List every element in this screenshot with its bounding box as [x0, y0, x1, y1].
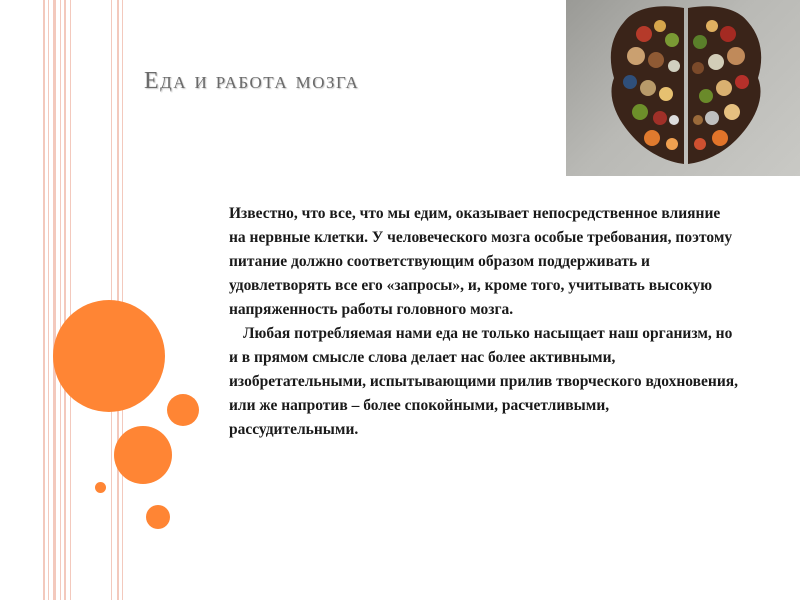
- decor-circle-large: [53, 300, 165, 412]
- slide-body: [229, 202, 739, 442]
- decor-line: [60, 0, 61, 600]
- decor-circle-small: [167, 394, 199, 426]
- paragraph-2: Любая потребляемая нами еда не только насыщает наш организм, но и в прямом смысле слова делает нас более активными, изобретательными, испытывающими прилив творческого вдохновения, или же напротив – более спокойными, расчетливыми, рассудительными.: [229, 325, 739, 438]
- paragraph-1: Известно, что все, что мы едим, оказывает непосредственное влияние на нервные клетки. У человеческого мозга особые требования, поэтому питание должно соответствующим образом поддерживать и удовлетворять все его «запросы», и, кроме того, учитывать высокую напряженность работы головного мозга.: [229, 205, 733, 318]
- decor-line: [48, 0, 49, 600]
- decor-line: [53, 0, 56, 600]
- brain-food-photo: [566, 0, 800, 176]
- decor-circle-tiny: [95, 482, 106, 493]
- brain-made-of-food-icon: [566, 0, 800, 176]
- decor-line: [122, 0, 123, 600]
- decor-circle-small: [146, 505, 170, 529]
- decor-circle-medium: [114, 426, 172, 484]
- slide-title: Еда и работа мозга: [144, 68, 360, 94]
- decor-line: [70, 0, 71, 600]
- decor-line: [64, 0, 66, 600]
- decor-line: [43, 0, 45, 600]
